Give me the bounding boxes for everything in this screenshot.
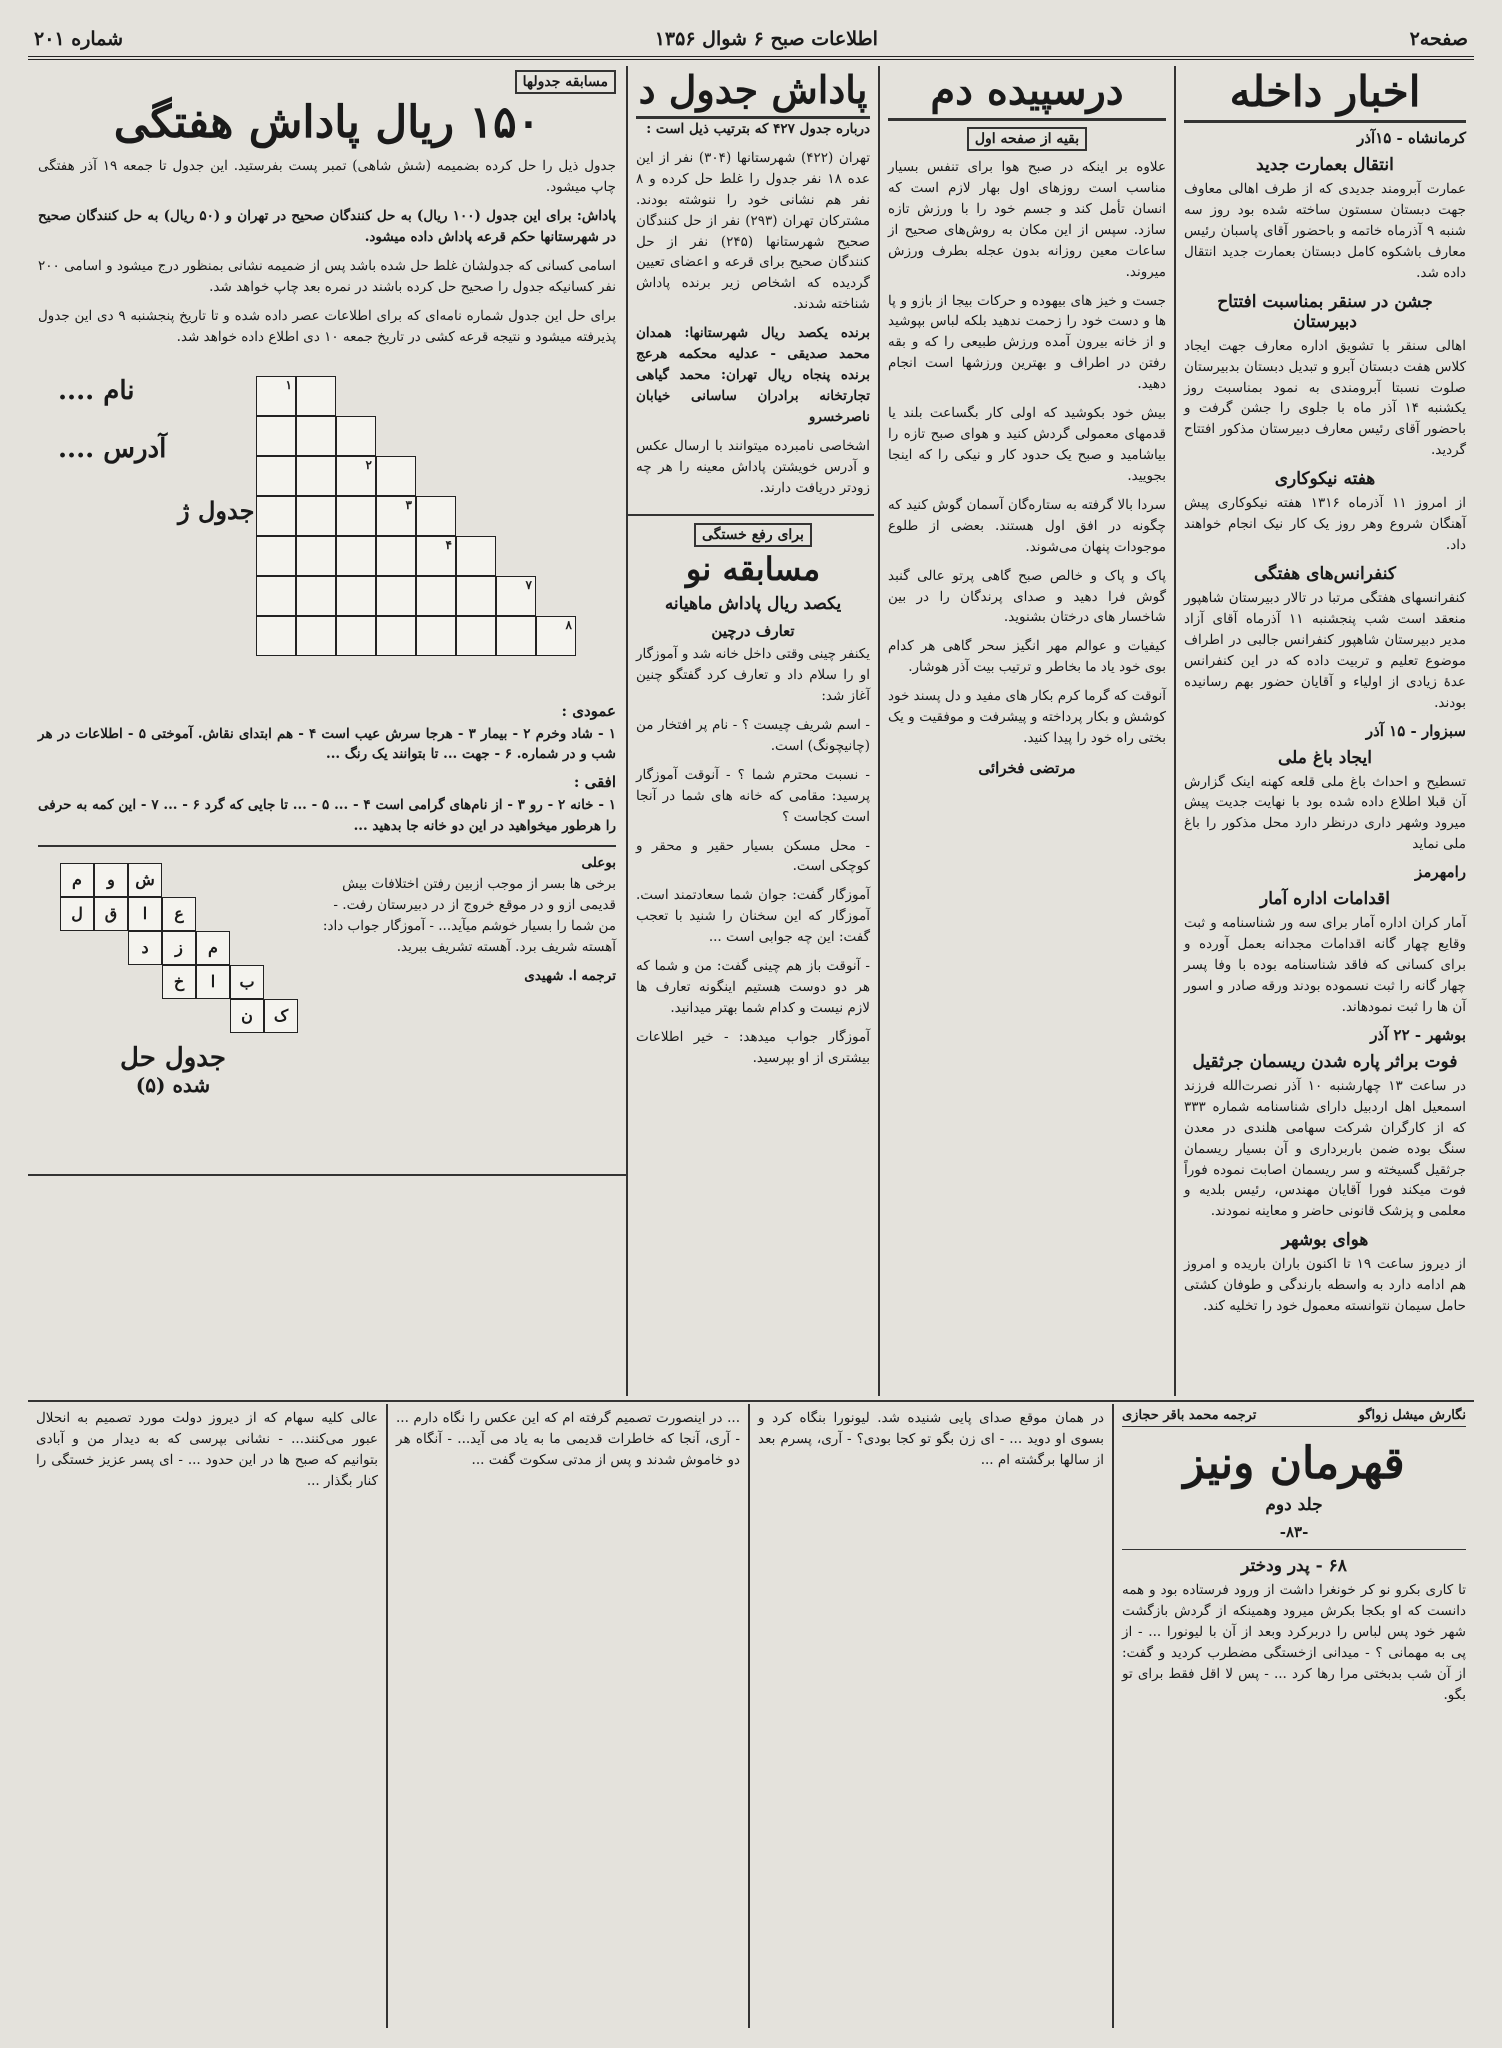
crossword-prize: پاداش: برای این جدول (۱۰۰ ریال) به حل کنندگان صحیح در تهران و (۵۰ ریال) به حل کنندگان صحیح در شهرستانها حکم قرعه پاداش داده میشود. [38,208,616,245]
solution-cell: ب [230,965,264,999]
vertical-clues-title: عمودی : [561,701,616,720]
crossword-cell[interactable] [296,416,336,456]
lower-section [28,1400,1474,2028]
crossword-cell[interactable] [296,576,336,616]
crossword-cell[interactable] [456,576,496,616]
crossword-cell[interactable] [296,616,336,656]
address-label: آدرس .... [58,433,167,464]
crossword-cell[interactable] [416,496,456,536]
crossword-cell[interactable] [416,576,456,616]
crossword-cell[interactable] [496,616,536,656]
crossword-cell[interactable]: ۴ [416,536,456,576]
serial-title: قهرمان ونیز [1183,1438,1405,1489]
article-text: کیفیات و عوالم مهر انگیز سحر گاهی هر کدام بوی خود یاد ما بخاطر و ترتیب بیت آذر هوشار. [888,638,1166,676]
name-label: نام .... [58,375,135,406]
headline: کنفرانس‌های هفتگی [1254,564,1396,584]
prize-winners: برنده یکصد ریال شهرستانها: همدان محمد صدیقی - عدلیه محکمه هرعج برنده پنجاه ریال تهران: محمد گیاهی تجارتخانه برادران ساسانی خیابان ناصرخسرو [636,325,870,425]
crossword-cell[interactable] [336,536,376,576]
crossword-cell[interactable] [256,536,296,576]
article-text: آنوقت که گرما کرم بکار های مفید و دل پسند خود کوشش و بکار پرداخته و پیشرفت و موفقیت و یک بختی راه خود را پیدا کنید. [888,688,1166,747]
crossword-cell[interactable] [376,576,416,616]
article-text: تسطیح و احداث باغ ملی قلعه کهنه اینک گزارش آن قبلا اطلاع داده شده بود با نهایت جدیت پیش میرود وشهر داری درنظر دارد محل مذکور را باغ ملی نماید [1184,773,1466,853]
solution-cell: ش [128,863,162,897]
contest-text: آموزگار گفت: جوان شما سعادتمند است. آموزگار که این سخنان را شنید با تعجب گفت: این چه جوابی است ... [636,887,870,946]
masthead [28,22,1474,60]
solution-cell: و [94,863,128,897]
solution-subtitle: شده (۵) [135,1073,211,1098]
solution-cell: د [128,931,162,965]
author-signature: مرتضی فخرائی [978,758,1076,777]
solution-cell: ا [128,897,162,931]
story-column-2 [388,1404,748,2024]
crossword-cell[interactable]: ۲ [336,456,376,496]
article-text: جست و خیز های بیهوده و حرکات بیجا از بازو و پا ها و دست خود را زحمت ندهید بلکه لباس بپوشید و از خانه بیرون آمده ورزش طبیعی را که و بقه رفتن در اطراف و بهترین ورزشها است انجام دهید. [888,292,1166,393]
column-puzzle-prize [628,66,878,1396]
prize-text: تهران (۴۲۲) شهرستانها (۳۰۴) نفر از این عده ۱۸ نفر جدول را غلط حل کرده و ۸ نفر هم نشانی خود را ننوشته بودند. مشترکان تهران (۲۹۳) نفر از حل کنندگان صحیح شهرستانها (۲۴۵) نفر از حل کنندگان صحیح برای قرعه و اعضای تعیین گردیده که اشخاص زیر برنده پاداش شناخته شدند. [636,149,871,313]
section-title: اخبار داخله [1184,70,1466,123]
story-text: عالی کلیه سهام که از دیروز دولت مورد تصمیم به انحلال عبور می‌کنند... - نشانی بپرسی که به دیدار من و آبادی بتوانیم که صبح ها در این حدود ... - ای پسر عزیز خستگی را کنار بگذار ... [36,1410,378,1489]
crossword-cell[interactable] [256,496,296,536]
headline: انتقال بعمارت جدید [1256,155,1394,176]
solution-cell: ع [162,897,196,931]
crossword-cell[interactable] [456,616,496,656]
headline: فوت براثر پاره شدن ریسمان جرثقیل [1192,1051,1458,1072]
article-text: پاک و پاک و خالص صبح گاهی پرتو عالی گنبد گوش فرا دهید و صدای پرندگان را در بین شاخسار های درختان بشنوید. [888,567,1166,626]
solution-area [38,845,616,1137]
puzzle-label: جدول ژ [178,495,255,525]
solution-cell: ل [60,897,94,931]
article-text: سردا بالا گرفته به ستاره‌گان آسمان گوش کنید که چگونه در افق اول هستند. بعضی از طلوع موجودات پنهان می‌شوند. [888,496,1166,555]
crossword-cell[interactable] [296,456,336,496]
crossword-cell[interactable]: ۷ [496,576,536,616]
serial-volume: جلد دوم [1265,1495,1323,1516]
article-text: اهالی سنقر با تشویق اداره معارف جهت ایجاد کلاس هفت دبستان آبرو و تبدیل دبستان بدبیرستان صلوت نسبتا آبرومندی به نمود بمناسبت روز یکشنبه ۱۴ آذر ماه با جلوی را جشن گرفت و باحضور آقای رئیس معارف دبیرستان مذکور افتتاح گردید. [1184,337,1467,459]
crossword-cell[interactable] [416,616,456,656]
crossword-cell[interactable] [336,576,376,616]
crossword-cell[interactable]: ۸ [536,616,576,656]
story-column-3 [28,1404,386,2024]
contest-text: - نسبت محترم شما ؟ - آنوقت آموزگار پرسید: مقامی که خانه های شما در آنجا است کجاست ؟ [636,766,870,825]
solution-block [48,863,298,1097]
crossword-cell[interactable] [256,416,296,456]
crossword-rules: برای حل این جدول شماره نامه‌ای که برای اطلاعات عصر داده شده و تا تاریخ پنجشنبه ۹ دی این جدول پذیرفته میشود و نتیجه قرعه کشی در تاریخ جمعه ۱۰ دی اطلاع داده خواهد شد. [38,307,616,345]
article-text: از امروز ۱۱ آذرماه ۱۳۱۶ هفته نیکوکاری پیش آهنگان شروع وهر روز یک کار نیک انجام خواهند داد. [1184,495,1466,554]
crossword-cell[interactable] [376,616,416,656]
column-crossword [28,66,626,1396]
article-text: عمارت آبرومند جدیدی که از طرف اهالی معاوف جهت دبستان سستون ساخته شده بود روز سه شنبه ۹ آذرماه خاتمه و باحضور آقای پاسبان رئیس معارف باشکوه کامل دبستان بعمارت جدید انتقال داده شد. [1184,181,1466,281]
solution-cell: خ [162,965,196,999]
crossword-grid[interactable] [216,366,576,686]
contest-text: یکنفر چینی وقتی داخل خانه شد و آموزگار او را سلام داد و تعارف کرد گفتگو چنین آغاز شد: [636,646,870,704]
solution-label: جدول حل [120,1043,226,1074]
vertical-clues: ۱ - شاد وخرم ۲ - بیمار ۳ - هرجا سرش عیب است ۴ - هم ابتدای نقاش. آموختی ۵ - اطلاعات در هر شب و در شماره. ۶ - جهت ... تا بتوانند یک رنگ ... [38,725,617,763]
serial-chapter: ۶۸ - پدر ودختر [1122,1549,1466,1576]
serial-column [1114,1404,1474,2024]
horizontal-clues: ۱ - خانه ۲ - رو ۳ - از نام‌های گرامی است ۴ - ... ۵ - ... تا جایی که گرد ۶ - ... ۷ - این کمه به حرفی را هرطور میخواهید در این دو خانه جا بدهید ... [38,797,616,835]
contest-text: - اسم شریف چیست ؟ - نام پر افتخار من (چانیچونگ) است. [636,716,870,754]
crossword-area [38,356,616,696]
solution-grid [48,863,298,1043]
article-text: کنفرانسهای هفتگی مرتبا در تالار دبیرستان شاهپور منعقد است شب پنجشنبه ۱۱ آذرماه آقای آزاد مدیر دبیرستان شاهپور کنفرانس جالبی در اطراف موضوع تعلیم و تربیت داده که در این کنفرانس عدهٔ زیادی از اولیاء و آقایان حضور بهم رسانیده بودند. [1184,590,1466,711]
solution-cell: ک [264,999,298,1033]
serial-part: -۸۳- [1279,1523,1309,1542]
article-text: از دیروز ساعت ۱۹ تا اکنون باران باریده و امروز هم ادامه دارد به واسطه بارندگی و طوفان کشتی حامل سیمان نتوانسته معمول خود را تخلیه کند. [1184,1256,1467,1315]
serial-translator: ترجمه محمد باقر حجازی [1122,1408,1257,1423]
solution-cell: م [196,931,230,965]
crossword-cell[interactable] [296,536,336,576]
crossword-cell[interactable] [256,616,296,656]
dateline: کرمانشاه - ۱۵آذر [1357,129,1466,148]
issue-number: شماره ۲۰۱ [34,28,124,50]
prize-text: اشخاصی نامبرده میتوانند با ارسال عکس و آدرس خویشتن پاداش معینه را هر چه زودتر دریافت دارند. [636,437,870,496]
crossword-cell[interactable] [336,416,376,456]
contest-text: آموزگار جواب میدهد: - خیر اطلاعات بیشتری از او بپرسید. [636,1028,870,1066]
dateline: سبزوار - ۱۵ آذر [1365,721,1466,740]
contest-title: مسابقه نو [685,549,821,588]
crossword-cell[interactable] [296,376,336,416]
prize-title: پاداش جدول د [636,70,870,119]
story-column-1 [750,1404,1112,2024]
crossword-cell[interactable] [256,456,296,496]
headline: ایجاد باغ ملی [1278,747,1372,768]
serial-byline: نگارش میشل زواگو [1358,1408,1466,1423]
solution-cell: ا [196,965,230,999]
article-text: در ساعت ۱۳ چهارشنبه ۱۰ آذر نصرت‌الله فرزند اسمعیل اهل اردبیل دارای شناسنامه شماره ۳۳۳ که از کارگران شرکت سهامی هلندی در معدن سنگ بوده ضمن باربرداری و آن بسیار ریسمان جرثقیل گسیخته و سر ریسمان اصابت نموده فوراً فوت میکند فورا آقایان مهندس، رئیس بلدیه و معلمی و پزشک قانونی حاضر و معاینه نمودند. [1184,1077,1466,1220]
article-text: آمار کران اداره آمار برای سه ور شناسنامه و ثبت وقایع چهار گانه اقدامات مجدانه بعمل آورده و برای کسانی که فاقد شناسنامه بوده با وفا پسر چهار گانه را ثبت نسموده بودند ورقه صادر و اسور آن ها را ثبت نمودهاند. [1184,915,1466,1015]
crossword-cell[interactable]: ۱ [256,376,296,416]
column-dawn-article [880,66,1174,1396]
crossword-cell[interactable] [456,536,496,576]
headline: جشن در سنقر بمناسبت افتتاح دبیرستان [1217,291,1433,332]
article-text: علاوه بر اینکه در صبح هوا برای تنفس بسیار مناسب است روزهای اول بهار لازم است که انسان تأمل کند و جسم خود را با ورزش تازه سازد. سپس از این مکان به روش‌های صحیح از ساعات معین روزانه بدون عجله بطرف ورزش میروند. [888,159,1166,280]
contest-subtitle: یکصد ریال پاداش ماهیانه [664,594,842,615]
kicker-label: مسابقه جدولها [515,70,616,94]
solution-cell: م [60,863,94,897]
crossword-rules: اسامی کسانی که جدولشان غلط حل شده باشد پس از ضمیمه نشانی بمنظور درج میشود و اسامی ۲۰۰ نفر کسانیکه جدول را صحیح حل کرده باشند در نمره بعد چاپ خواهد شد. [38,257,616,295]
prize-lead: درباره جدول ۴۲۷ که بترتیب ذیل است : [646,120,870,137]
crossword-cell[interactable] [256,576,296,616]
headline: اقدامات اداره آمار [1260,889,1390,910]
story-text: در همان موقع صدای پایی شنیده شد. لیونورا بنگاه کرد و بسوی او دوید ... - ای زن بگو تو کجا بودی؟ - آری، پسرم بعد از سالها برگشته ام ... [758,1410,1104,1468]
translator: ترجمه ا. شهیدی [524,967,616,984]
solution-cell: ز [162,931,196,965]
crossword-rules: جدول ذیل را حل کرده بضمیمه (شش شاهی) تمبر پست بفرستید. این جدول تا جمعه ۱۹ آذر هفتگی چاپ میشود. [38,158,616,196]
paper-date: اطلاعات صبح ۶ شوال ۱۳۵۶ [654,28,878,50]
upper-section [28,66,1474,1396]
serial-text: تا کاری بکرو نو کر خونغرا داشت از ورود فرستاده بود و همه دانست که او بکجا بکرش میرود وهمینکه از گردش بازگشت شهر خود پس لباس را دربرکرد وبعد از آن با لیونورا ... - از پی به مهمانی ؟ - میدانی ازخستگی مضطرب کردید و گفت: از آن شب بدبختی مرا رها کرد ... - پس لا اقل فقط برای تو بگو. [1122,1582,1466,1703]
article-text: بیش خود بکوشید که اولی کار بگساعت بلند یا قدمهای معمولی گردش کنید و هوای صبح تازه را بیاشامید و صبح یک حدود کار و نیکی را که اینجا بجویید. [888,405,1166,484]
article-title: درسپیده دم [888,70,1166,121]
short-story: بوعلی برخی ها بسر از موجب ازبین رفتن اختلافات بیش قدیمی ازو و در موقع خروج از در دبیرستان رفت. - من شما را بسیار خوشم میآید... - آموزگار جواب داد: آهسته شریف برد. آهسته تشریف ببرید. ترجمه ا. شهیدی [316,853,616,987]
crossword-cell[interactable] [296,496,336,536]
headline: هوای بوشهر [1281,1230,1369,1251]
kicker-label: برای رفع خستگی [694,523,812,547]
crossword-cell[interactable] [336,616,376,656]
column-domestic-news [1176,66,1474,1396]
crossword-cell[interactable] [336,496,376,536]
contest-topic: تعارف درچین [711,622,795,641]
contest-text: - محل مسکن بسیار حقیر و محقر و کوچکی است. [636,837,870,875]
horizontal-clues-title: افقی : [573,773,616,792]
story-text: ... در اینصورت تصمیم گرفته ام که این عکس را نگاه دارم ... - آری، آنجا که خاطرات قدیمی ما به یاد می آید... - آنگاه هر دو خاموش شدند و پس از مدتی سکوت گفت ... [396,1410,740,1468]
crossword-title: ۱۵۰ ریال پاداش هفتگی [113,97,541,148]
continued-label: بقیه از صفحه اول [967,127,1087,151]
page-number: صفحه۲ [1409,28,1468,50]
solution-cell: ن [230,999,264,1033]
headline: هفته نیکوکاری [1274,469,1376,490]
crossword-cell[interactable]: ۳ [376,496,416,536]
contest-text: - آنوقت باز هم چینی گفت: من و شما که هر دو دوست هستیم اینگونه تعارف ها لازم نیست و کدام شما بهتر میدانید. [636,958,870,1016]
dateline: رامهرمز [1415,863,1466,882]
solution-cell: ق [94,897,128,931]
crossword-cell[interactable] [376,536,416,576]
crossword-cell[interactable] [376,456,416,496]
dateline: بوشهر - ۲۲ آذر [1370,1025,1466,1044]
